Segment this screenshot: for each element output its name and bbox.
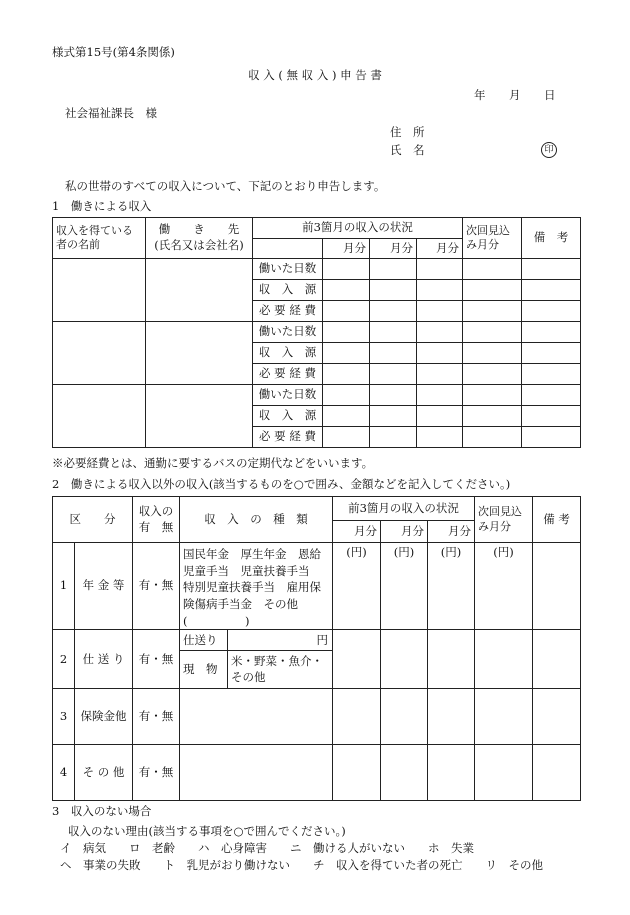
value-cell[interactable] — [428, 689, 475, 745]
row-label-source: 収 入 源 — [253, 343, 323, 364]
next-cell[interactable] — [463, 322, 522, 343]
value-cell[interactable] — [323, 364, 370, 385]
value-cell[interactable] — [370, 406, 417, 427]
month-3-header: 月分 — [428, 521, 475, 543]
value-cell[interactable] — [381, 630, 428, 689]
value-cell[interactable] — [370, 343, 417, 364]
employer-header — [146, 218, 253, 259]
earner-name-cell[interactable] — [53, 322, 146, 385]
employer-header-line1: 働 き 先 — [158, 222, 240, 237]
value-cell[interactable] — [428, 745, 475, 801]
remarks-cell[interactable] — [522, 322, 581, 343]
value-cell[interactable] — [417, 427, 463, 448]
earner-name-cell[interactable] — [53, 259, 146, 322]
next-cell[interactable] — [463, 259, 522, 280]
date-year-label: 年 — [474, 88, 486, 102]
remarks-cell[interactable] — [522, 406, 581, 427]
value-cell[interactable] — [333, 689, 381, 745]
value-cell[interactable] — [323, 385, 370, 406]
has-income-toggle[interactable]: 有・無 — [133, 689, 180, 745]
next-month-header: 次回見込み月分 — [475, 497, 533, 543]
value-cell[interactable] — [323, 343, 370, 364]
section1-heading: 1 働きによる収入 — [52, 199, 152, 213]
remarks-header: 備 考 — [522, 218, 581, 259]
employer-cell[interactable] — [146, 322, 253, 385]
value-cell[interactable] — [417, 322, 463, 343]
row-label-days: 働いた日数 — [253, 322, 323, 343]
value-cell[interactable] — [370, 385, 417, 406]
month-3-header: 月分 — [417, 239, 463, 259]
month-1-header: 月分 — [333, 521, 381, 543]
yen-cell[interactable]: (円) — [428, 543, 475, 630]
value-cell[interactable] — [417, 343, 463, 364]
remarks-cell[interactable] — [522, 280, 581, 301]
remittance-row — [180, 630, 332, 651]
no-income-reason-intro: 収入のない理由(該当する事項を○で囲んでください。) — [68, 824, 346, 838]
next-cell[interactable] — [475, 630, 533, 689]
goods-label: 現 物 — [180, 651, 228, 688]
value-cell[interactable] — [370, 301, 417, 322]
remarks-cell[interactable] — [533, 745, 581, 801]
name-label: 氏 名 — [390, 143, 425, 157]
value-cell[interactable] — [381, 745, 428, 801]
value-cell[interactable] — [381, 689, 428, 745]
next-cell[interactable] — [463, 343, 522, 364]
value-cell[interactable] — [333, 630, 381, 689]
employer-header-line2: (氏名又は会社名) — [154, 238, 244, 252]
section2-heading: 2 働きによる収入以外の収入(該当するものを○で囲み、金額などを記入してください。) — [52, 477, 511, 491]
next-cell[interactable] — [463, 385, 522, 406]
value-cell[interactable] — [370, 364, 417, 385]
remarks-cell[interactable] — [522, 259, 581, 280]
status-blank — [253, 239, 323, 259]
status-header: 前3箇月の収入の状況 — [333, 497, 475, 521]
seal-mark — [541, 141, 557, 158]
value-cell[interactable] — [323, 259, 370, 280]
category-header: 区 分 — [53, 497, 133, 543]
row-label-source: 収 入 源 — [253, 280, 323, 301]
remittance-label: 仕送り — [180, 630, 228, 650]
value-cell[interactable] — [417, 406, 463, 427]
yen-cell[interactable]: (円) — [475, 543, 533, 630]
reason-options-line2[interactable]: ヘ 事業の失敗 ト 乳児がおり働けない チ 収入を得ていた者の死亡 リ その他 — [60, 858, 543, 872]
value-cell[interactable] — [417, 385, 463, 406]
row-label-expenses: 必 要 経 費 — [253, 427, 323, 448]
date-day-label: 日 — [544, 88, 556, 102]
item-label-other: そ の 他 — [75, 745, 133, 801]
value-cell[interactable] — [417, 364, 463, 385]
item-number: 3 — [53, 689, 75, 745]
month-2-header: 月分 — [381, 521, 428, 543]
remarks-cell[interactable] — [522, 343, 581, 364]
next-cell[interactable] — [463, 301, 522, 322]
item-number: 2 — [53, 630, 75, 689]
goods-text[interactable]: 米・野菜・魚介・その他 — [231, 654, 323, 684]
value-cell[interactable] — [333, 745, 381, 801]
row-label-expenses: 必 要 経 費 — [253, 364, 323, 385]
row-label-days: 働いた日数 — [253, 385, 323, 406]
has-income-header: 収入の有 無 — [133, 497, 180, 543]
next-cell[interactable] — [475, 745, 533, 801]
value-cell[interactable] — [370, 322, 417, 343]
type-cell[interactable] — [180, 745, 333, 801]
pension-types[interactable]: 国民年金 厚生年金 恩給 児童手当 児童扶養手当 特別児童扶養手当 雇用保険傷病手当金 その他( ) — [180, 543, 333, 630]
remarks-cell[interactable] — [522, 427, 581, 448]
value-cell[interactable] — [370, 427, 417, 448]
row-label-expenses: 必 要 経 費 — [253, 301, 323, 322]
next-cell[interactable] — [475, 689, 533, 745]
reason-options-line1[interactable]: イ 病気 ロ 老齢 ハ 心身障害 ニ 働ける人がいない ホ 失業 — [60, 841, 474, 855]
value-cell[interactable] — [323, 406, 370, 427]
form-number: 様式第15号(第4条関係) — [52, 45, 175, 59]
has-income-toggle[interactable]: 有・無 — [133, 745, 180, 801]
has-income-toggle[interactable]: 有・無 — [133, 543, 180, 630]
remarks-cell[interactable] — [533, 630, 581, 689]
value-cell[interactable] — [417, 301, 463, 322]
earner-name-header: 収入を得ている者の名前 — [53, 218, 146, 259]
remarks-cell[interactable] — [522, 364, 581, 385]
work-income-table — [52, 217, 581, 448]
month-2-header: 月分 — [370, 239, 417, 259]
goods-row — [180, 651, 332, 688]
has-income-toggle[interactable]: 有・無 — [133, 630, 180, 689]
value-cell[interactable] — [417, 259, 463, 280]
date-month-label: 月 — [509, 88, 521, 102]
value-cell[interactable] — [428, 630, 475, 689]
next-month-header: 次回見込み月分 — [463, 218, 522, 259]
yen-cell[interactable]: (円) — [333, 543, 381, 630]
item-number: 1 — [53, 543, 75, 630]
value-cell[interactable] — [370, 280, 417, 301]
other-income-table — [52, 496, 581, 801]
remarks-cell[interactable] — [533, 543, 581, 630]
declaration: 私の世帯のすべての収入について、下記のとおり申告します。 — [65, 179, 386, 193]
yen-cell[interactable]: (円) — [381, 543, 428, 630]
value-cell[interactable] — [323, 301, 370, 322]
address-label: 住 所 — [390, 125, 425, 139]
page-title: 収 入 ( 無 収 入 ) 申 告 書 — [248, 68, 382, 82]
expenses-note: ※必要経費とは、通勤に要するバスの定期代などをいいます。 — [52, 456, 374, 470]
item-label-insurance: 保険金他 — [75, 689, 133, 745]
remarks-cell[interactable] — [522, 301, 581, 322]
value-cell[interactable] — [370, 259, 417, 280]
month-1-header: 月分 — [323, 239, 370, 259]
value-cell[interactable] — [323, 427, 370, 448]
section3-heading: 3 収入のない場合 — [52, 804, 152, 818]
item-label-pension: 年 金 等 — [75, 543, 133, 630]
next-cell[interactable] — [463, 364, 522, 385]
value-cell[interactable] — [417, 280, 463, 301]
row-label-source: 収 入 源 — [253, 406, 323, 427]
next-cell[interactable] — [463, 427, 522, 448]
remittance-unit[interactable]: 円 — [316, 632, 328, 647]
value-cell[interactable] — [323, 322, 370, 343]
next-cell[interactable] — [463, 406, 522, 427]
remarks-header: 備 考 — [533, 497, 581, 543]
income-type-header: 収 入 の 種 類 — [180, 497, 333, 543]
employer-cell[interactable] — [146, 385, 253, 448]
employer-cell[interactable] — [146, 259, 253, 322]
row-label-days: 働いた日数 — [253, 259, 323, 280]
remarks-cell[interactable] — [533, 689, 581, 745]
seal-icon: 印 — [541, 142, 557, 158]
value-cell[interactable] — [323, 280, 370, 301]
status-header: 前3箇月の収入の状況 — [253, 218, 463, 239]
type-cell[interactable] — [180, 689, 333, 745]
next-cell[interactable] — [463, 280, 522, 301]
remittance-type-cell — [180, 630, 333, 689]
addressee: 社会福祉課長 様 — [65, 106, 157, 120]
earner-name-cell[interactable] — [53, 385, 146, 448]
item-number: 4 — [53, 745, 75, 801]
remarks-cell[interactable] — [522, 385, 581, 406]
item-label-remittance: 仕 送 り — [75, 630, 133, 689]
